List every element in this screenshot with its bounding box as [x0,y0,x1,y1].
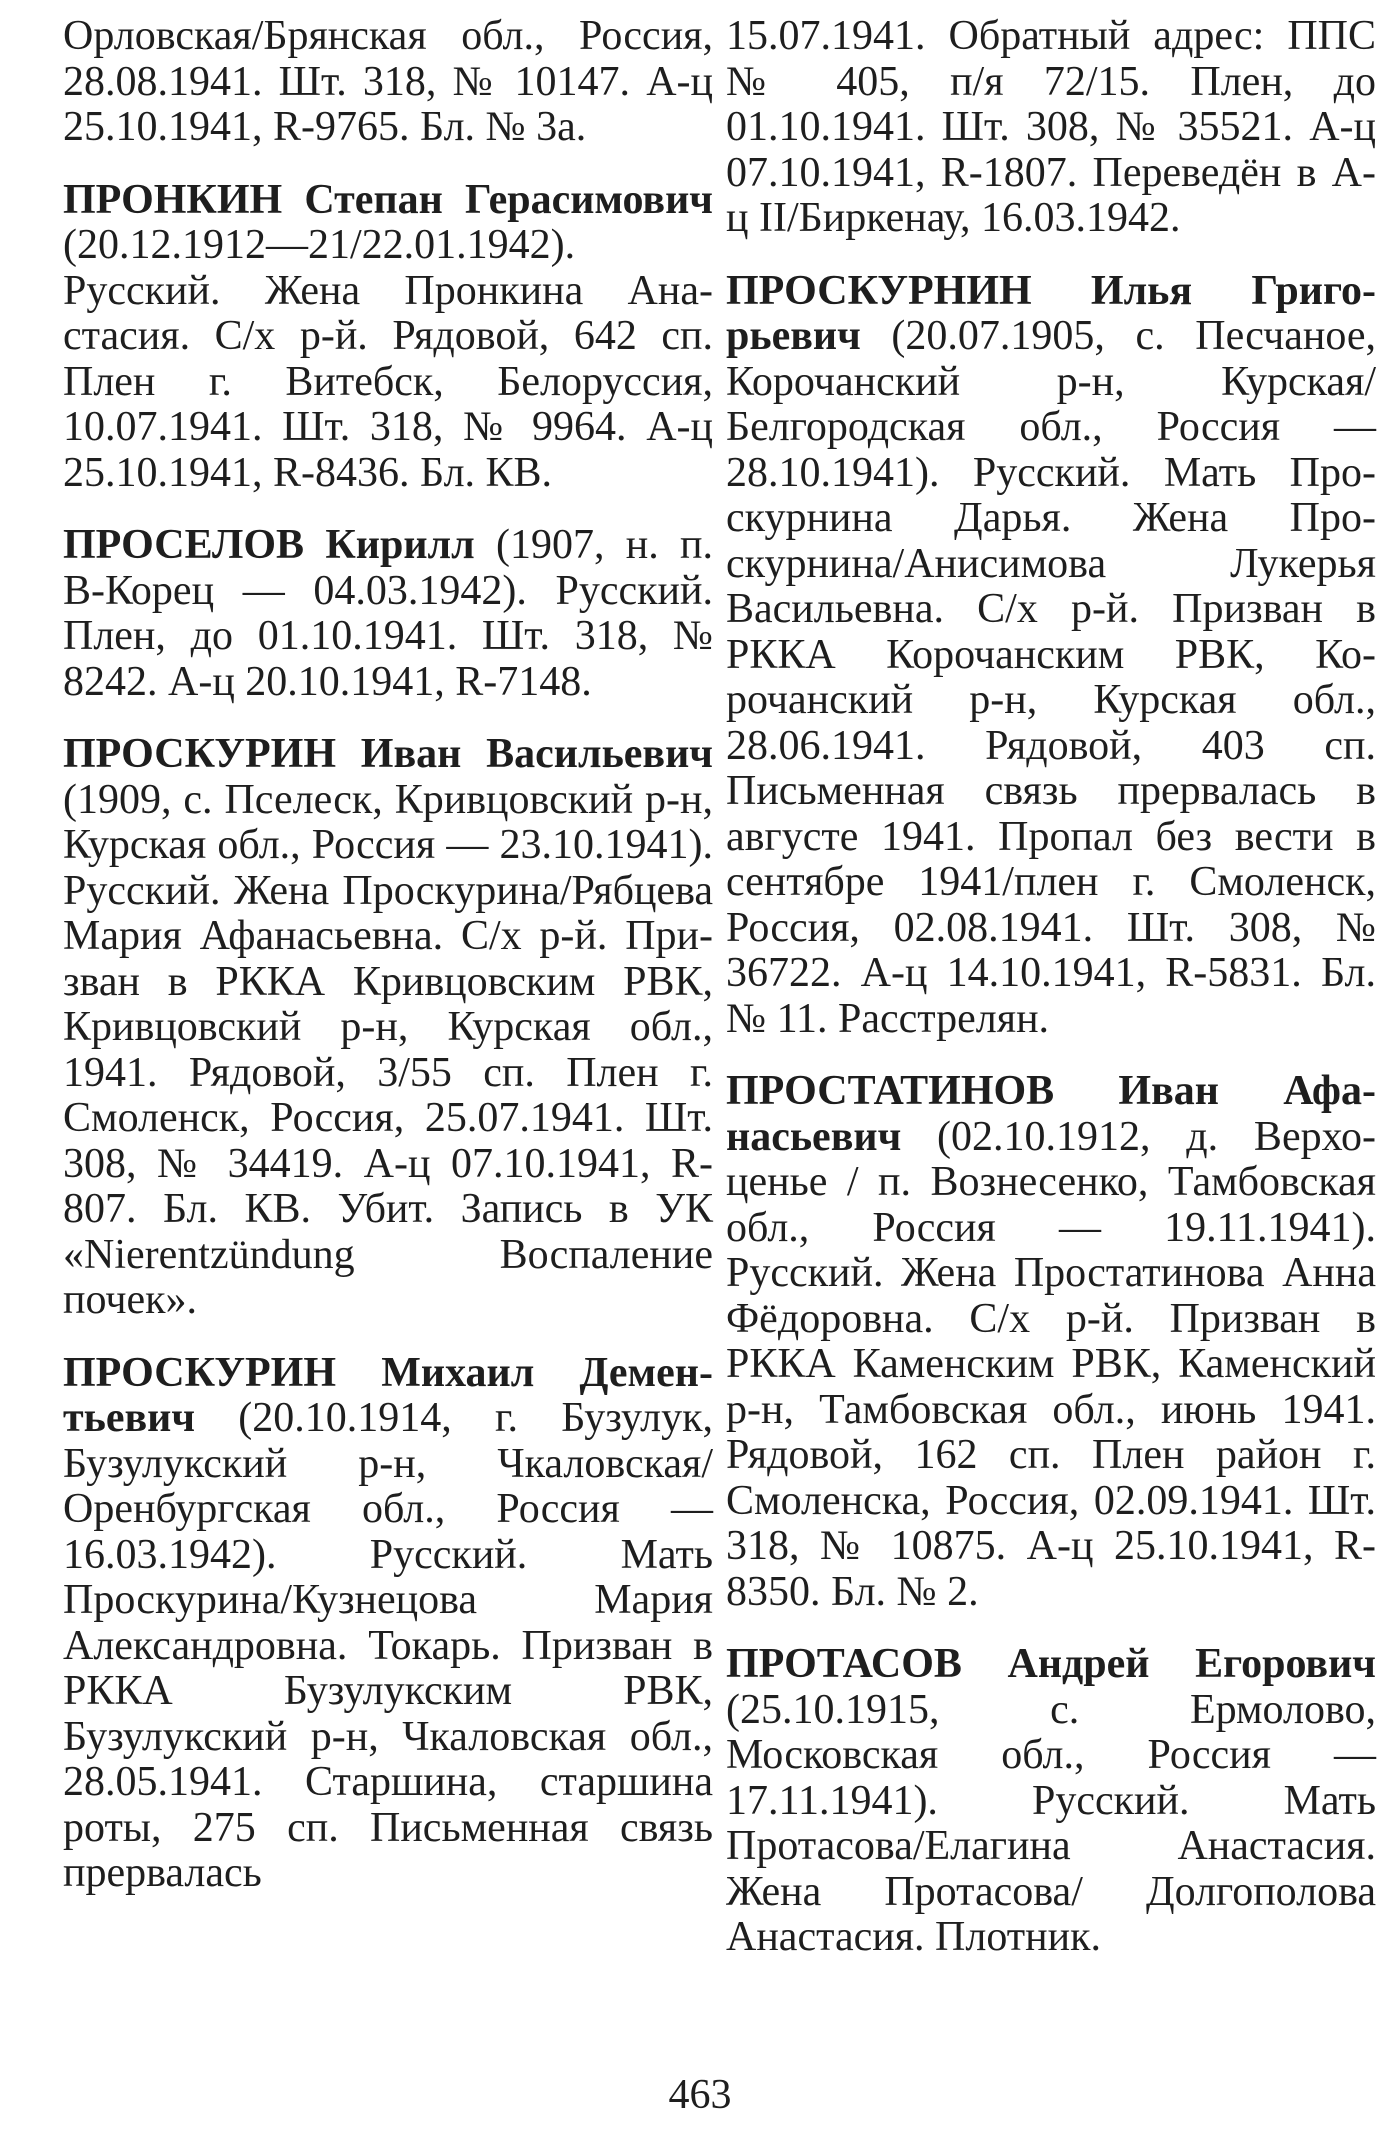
entry-name: ПРОНКИН Степан Герасимович [63,176,713,223]
entry-name: ПРОСКУРИН Иван Васильевич [63,731,713,777]
entry-name: ПРОСКУРИН Михаил Дементьевич [63,1349,713,1441]
entry-text: (20.10.1914, г. Бузулук, Бузулукский р-н, Чкаловская/ Оренбургская обл., Россия — 16.03.1942). Русский. Мать Проскурина/Кузнецова Мария Александровна. Токарь. Призван в РККА Бузулукским РВК, Бузулукский р-н, Чкаловская обл., 28.05.1941. Старшина, старшина роты, 275 сп. Письменная связь прервалась [63,1395,713,1896]
entry-text: (20.07.1905, с. Песчаное, Корочанский р-н, Курская/ Белгородская обл., Россия — 28.10.1941). Русский. Мать Проскурнина Дарья. Жена Проскурнина/Анисимова Лукерья Васильевна. С/х р-й. Призван в РККА Корочанским РВК, Корочанский р-н, Курская обл., 28.06.1941. Рядовой, 403 сп. Письменная связь прервалась в августе 1941. Пропал без вести в сентябре 1941/плен г. Смоленск, Россия, 02.08.1941. Шт. 308, № 36722. А-ц 14.10.1941, R-5831. Бл. № 11. Расстрелян. [726,313,1376,1042]
entry-text: 15.07.1941. Обратный адрес: ППС № 405, п/я 72/15. Плен, до 01.10.1941. Шт. 308, № 35521. А-ц 07.10.1941, R-1807. Переведён в А-ц II/Биркенау, 16.03.1942. [726,13,1376,241]
entry-protasov [726,1642,1376,1961]
entry-text: (1909, с. Пселеск, Кривцовский р-н, Курская обл., Россия — 23.10.1941). Русский. Жена Проскурина/Рябцева Мария Афанасьевна. С/х р-й. Призван в РККА Кривцовским РВК, Кривцовский р-н, Курская обл., 1941. Рядовой, 3/55 сп. Плен г. Смоленск, Россия, 25.07.1941. Шт. 308, № 34419. А-ц 07.10.1941, R-807. Бл. КВ. Убит. Запись в УК «Nierentzündung Воспаление почек». [63,776,713,1323]
entry-proselov [63,523,713,705]
entry-name: ПРОСКУРНИН Илья Григорьевич [726,267,1376,359]
right-column [726,14,1376,1988]
entry-continuation [63,14,713,151]
page-number: 463 [668,2072,732,2118]
entry-text: (25.10.1915, с. Ермолово, Московская обл., Россия — 17.11.1941). Русский. Мать Протасова/Елагина Анастасия. Жена Протасова/ Долгополова Анастасия. Плотник. [726,1686,1376,1960]
entry-name: ПРОТАСОВ Андрей Егорович [726,1641,1376,1687]
entry-proskurin-mikhail [63,1351,713,1897]
entry-name: ПРОСТАТИНОВ Иван Афанасьевич [726,1068,1376,1160]
entry-pronkin [63,178,713,497]
entry-text: (02.10.1912, д. Верхоценье / п. Вознесенко, Тамбовская обл., Россия — 19.11.1941). Русский. Жена Простатинова Анна Фёдоровна. С/х р-й. Призван в РККА Каменским РВК, Каменский р-н, Тамбовская обл., июнь 1941. Рядовой, 162 сп. Плен район г. Смоленска, Россия, 02.09.1941. Шт. 318, № 10875. А-ц 25.10.1941, R-8350. Бл. № 2. [726,1113,1376,1615]
entry-prostatinov [726,1069,1376,1615]
entry-proskurnin [726,269,1376,1043]
entry-text: Орловская/Брянская обл., Россия, 28.08.1941. Шт. 318, № 10147. А-ц 25.10.1941, R-9765. Бл. № 3а. [63,13,713,150]
entry-name: ПРОСЕЛОВ Кирилл [63,522,475,568]
entry-text: (20.12.1912—21/22.01.1942). Русский. Жена Пронкина Анастасия. С/х р-й. Рядовой, 642 сп. Плен г. Витебск, Белоруссия, 10.07.1941. Шт. 318, № 9964. А-ц 25.10.1941, R-8436. Бл. КВ. [63,222,713,496]
entry-text: (1907, н. п. В-Корец — 04.03.1942). Русский. Плен, до 01.10.1941. Шт. 318, № 8242. А-ц 20.10.1941, R-7148. [63,522,713,705]
entry-proskurin-ivan [63,732,713,1324]
entry-continuation [726,14,1376,242]
left-column [63,14,713,1924]
